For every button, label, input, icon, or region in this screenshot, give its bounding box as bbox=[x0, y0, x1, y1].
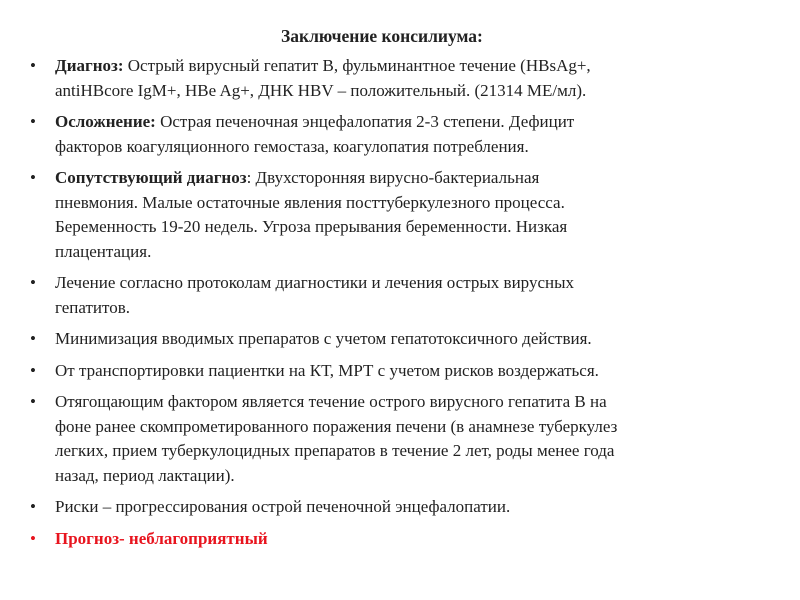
text-line: назад, период лактации). bbox=[55, 465, 235, 485]
list-item-complication bbox=[30, 110, 788, 159]
conclusion-list bbox=[30, 54, 788, 558]
list-item-minimization bbox=[30, 327, 788, 352]
slide-heading: Заключение консилиума: bbox=[281, 26, 483, 46]
text-line: легких, прием туберкулоцидных препаратов в течение 2 лет, роды менее года bbox=[55, 441, 615, 460]
text-line: Беременность 19-20 недель. Угроза прерывания беременности. Низкая bbox=[55, 217, 568, 236]
text-line: От транспортировки пациентки на КТ, МРТ с учетом рисков воздержаться. bbox=[55, 360, 599, 380]
item-text: : Двухсторонняя вирусно-бактериальная bbox=[246, 168, 540, 187]
text-line: Минимизация вводимых препаратов с учетом гепатотоксичного действия. bbox=[55, 329, 592, 348]
list-item-concomitant-diagnosis bbox=[30, 166, 788, 264]
prognosis-text: Прогноз- неблагоприятный bbox=[55, 528, 268, 548]
text-line: плацентация. bbox=[55, 241, 152, 261]
list-item-treatment bbox=[30, 271, 788, 320]
bullet-marker: • bbox=[30, 56, 36, 75]
bullet-marker: • bbox=[30, 392, 36, 411]
item-text: Острая печеночная энцефалопатия 2-3 степени. Дефицит bbox=[155, 112, 575, 131]
bullet-marker: • bbox=[30, 168, 36, 187]
text-line: Отягощающим фактором является течение острого вирусного гепатита В на bbox=[55, 392, 607, 411]
bullet-marker: • bbox=[30, 528, 36, 548]
text-line: пневмония. Малые остаточные явления посттуберкулезного процесса. bbox=[55, 192, 565, 212]
text-line bbox=[55, 166, 788, 191]
item-label: Сопутствующий диагноз bbox=[55, 168, 247, 187]
bullet-marker: • bbox=[30, 497, 36, 516]
text-line: гепатитов. bbox=[55, 297, 131, 317]
list-item-prognosis bbox=[30, 527, 788, 552]
list-item-aggravating-factor bbox=[30, 390, 788, 488]
text-line: фоне ранее скомпрометированного поражения печени (в анамнезе туберкулез bbox=[55, 416, 618, 436]
bullet-marker: • bbox=[30, 360, 36, 380]
text-line bbox=[55, 110, 788, 135]
text-line: Лечение согласно протоколам диагностики и лечения острых вирусных bbox=[55, 273, 575, 292]
text-line: факторов коагуляционного гемостаза, коагулопатия потребления. bbox=[55, 136, 529, 156]
bullet-marker: • bbox=[30, 273, 36, 292]
list-item-risks bbox=[30, 495, 788, 520]
bullet-marker: • bbox=[30, 112, 36, 131]
item-label: Диагноз: bbox=[55, 56, 124, 75]
text-line bbox=[55, 54, 788, 79]
list-item-transport bbox=[30, 359, 788, 384]
text-line: antiHBcore IgM+, HBe Ag+, ДНК HBV – положительный. (21314 МЕ/мл). bbox=[55, 80, 587, 100]
bullet-marker: • bbox=[30, 329, 36, 348]
item-label: Осложнение: bbox=[55, 112, 156, 131]
list-item-diagnosis bbox=[30, 54, 788, 103]
text-line: Риски – прогрессирования острой печеночной энцефалопатии. bbox=[55, 497, 511, 516]
item-text: Острый вирусный гепатит В, фульминантное течение (HBsAg+, bbox=[123, 56, 591, 75]
